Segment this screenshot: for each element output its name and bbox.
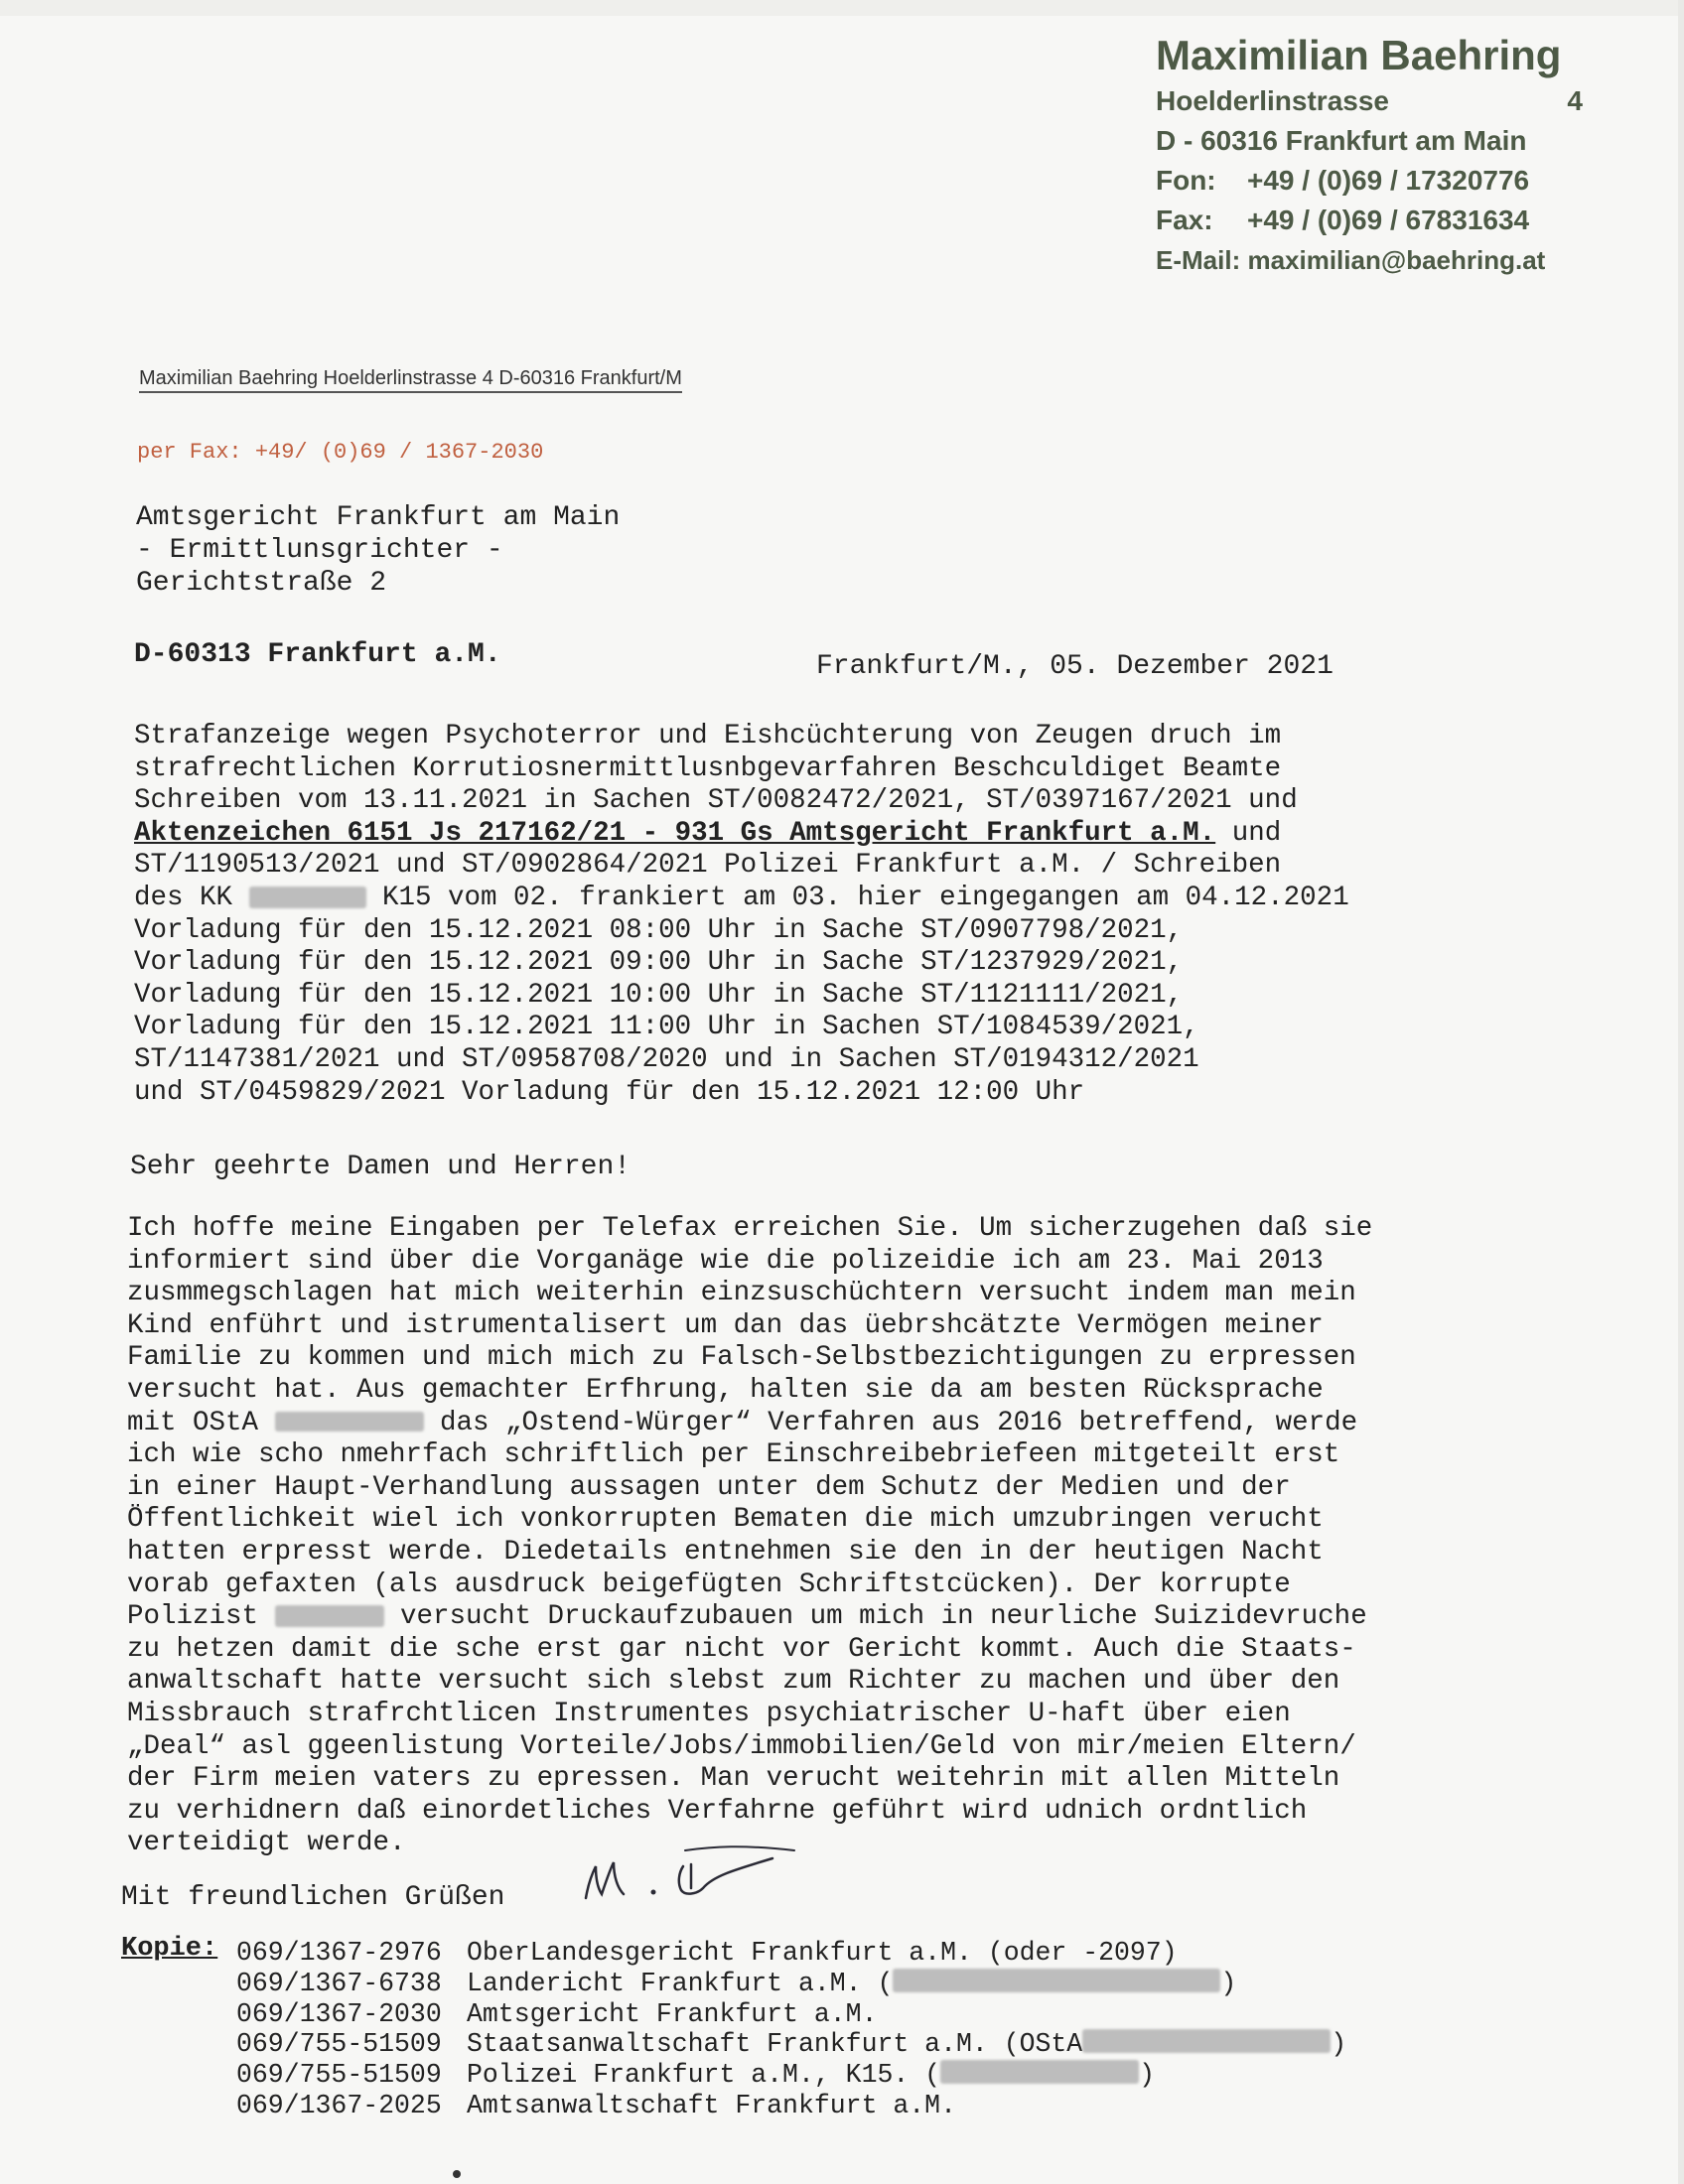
- subject-line: Schreiben vom 13.11.2021 in Sachen ST/0082472/2021, ST/0397167/2021 und: [134, 785, 1298, 817]
- body-line: Ich hoffe meine Eingaben per Telefax erreichen Sie. Um sicherzugehen daß sie: [127, 1213, 1373, 1244]
- letterhead-house-number: 4: [1567, 85, 1583, 116]
- subject-line: und ST/0459829/2021 Vorladung für den 15.12.2021 12:00 Uhr: [134, 1076, 1085, 1108]
- subject-line: Strafanzeige wegen Psychoterror und Eishcüchterung von Zeugen druch im: [134, 721, 1282, 751]
- redaction-block: [1082, 2029, 1331, 2053]
- letter-body: [127, 1213, 1477, 1860]
- copy-fax-number: 069/755-51509: [236, 2060, 442, 2091]
- body-line: zu verhidnern daß einordetliches Verfahrne geführt wird udnich ordntlich: [127, 1795, 1308, 1827]
- scan-speck: [453, 2170, 461, 2178]
- redaction-block: [249, 887, 366, 908]
- body-line-part: mit OStA: [127, 1407, 275, 1438]
- letterhead: [1156, 30, 1583, 280]
- copy-fax-number: 069/1367-2976: [236, 1938, 442, 1968]
- subject-line: [134, 818, 1474, 851]
- copy-fax-number: 069/1367-6738: [236, 1968, 442, 1998]
- copy-recipient-suffix: ): [1220, 1968, 1237, 1998]
- fax-recipient-line: per Fax: +49/ (0)69 / 1367-2030: [137, 440, 544, 465]
- copy-row: [236, 1999, 1346, 2030]
- body-line: „Deal“ asl ggeenlistung Vorteile/Jobs/immobilien/Geld von mir/meien Eltern/: [127, 1730, 1356, 1762]
- salutation: Sehr geehrte Damen und Herren!: [130, 1152, 632, 1182]
- handwritten-signature: [574, 1837, 802, 1916]
- body-line: verteidigt werde.: [127, 1828, 406, 1859]
- copy-recipient: Amtsgericht Frankfurt a.M.: [467, 1998, 878, 2029]
- copy-label: Kopie:: [121, 1934, 218, 1964]
- copy-fax-number: 069/1367-2030: [236, 1998, 442, 2029]
- redaction-block: [275, 1605, 384, 1627]
- redaction-block: [275, 1412, 424, 1432]
- body-line-part: das „Ostend-Würger“ Verfahren aus 2016 betreffend, werde: [423, 1407, 1358, 1438]
- copy-recipient: Staatsanwaltschaft Frankfurt a.M. (OStA: [467, 2029, 1083, 2060]
- subject-line: [134, 883, 1474, 915]
- page-right-edge: [1678, 0, 1684, 2184]
- body-line: in einer Haupt-Verhandlung aussagen unter dem Schutz der Medien und der: [127, 1471, 1291, 1503]
- body-line: Missbrauch strafrchtlicen Instrumentes psychiatrischer U-haft über eien: [127, 1698, 1291, 1729]
- letterhead-phone: +49 / (0)69 / 17320776: [1247, 165, 1530, 196]
- copy-recipient-suffix: ): [1139, 2060, 1155, 2091]
- case-number: Aktenzeichen 6151 Js 217162/21 - 931 Gs Amtsgericht Frankfurt a.M.: [134, 817, 1216, 849]
- body-line: informiert sind über die Vorganäge wie die polizeidie ich am 23. Mai 2013: [127, 1245, 1324, 1277]
- letterhead-fax-label: Fax:: [1156, 205, 1213, 235]
- body-line-part: Polizist: [127, 1601, 275, 1633]
- copy-row: [236, 1969, 1346, 1999]
- letterhead-fax: +49 / (0)69 / 67831634: [1247, 205, 1530, 235]
- copy-row: [236, 2029, 1346, 2060]
- subject-line-rest: und: [1215, 817, 1282, 849]
- copy-recipient: Landericht Frankfurt a.M. (: [467, 1968, 894, 1998]
- letter-date: Frankfurt/M., 05. Dezember 2021: [816, 651, 1333, 682]
- subject-line-part: des KK: [134, 882, 249, 913]
- body-line: Kind enführt und istrumentalisert um dan das üebrshcätzte Vermögen meiner: [127, 1309, 1324, 1341]
- page-top-edge: [0, 0, 1684, 16]
- recipient-address: [136, 501, 620, 600]
- recipient-line-3: Gerichtstraße 2: [136, 568, 387, 599]
- letterhead-street-row: [1156, 81, 1583, 121]
- body-line: versucht hat. Aus gemachter Erfhrung, halten sie da am besten Rücksprache: [127, 1374, 1324, 1406]
- copy-row: [236, 2060, 1346, 2091]
- body-line: Öffentlichkeit wiel ich vonkorrupten Bematen die mich umzubringen verucht: [127, 1504, 1324, 1536]
- recipient-line-2: - Ermittlunsgrichter -: [136, 535, 503, 566]
- subject-block: [134, 721, 1474, 1109]
- copy-row: [236, 1938, 1346, 1969]
- subject-line: ST/1190513/2021 und ST/0902864/2021 Polizei Frankfurt a.M. / Schreiben: [134, 850, 1282, 882]
- letterhead-phone-row: [1156, 161, 1583, 201]
- closing-phrase: Mit freundlichen Grüßen: [121, 1882, 505, 1913]
- sender-return-line: Maximilian Baehring Hoelderlinstrasse 4 D-60316 Frankfurt/M: [139, 367, 682, 393]
- copy-recipient: OberLandesgericht Frankfurt a.M. (oder -2097): [467, 1938, 1178, 1968]
- subject-line: Vorladung für den 15.12.2021 09:00 Uhr in Sache ST/1237929/2021,: [134, 947, 1184, 979]
- subject-line: strafrechtlichen Korrutiosnermittlusnbgevarfahren Beschculdiget Beamte: [134, 752, 1282, 784]
- copy-fax-number: 069/755-51509: [236, 2029, 442, 2060]
- letterhead-street: Hoelderlinstrasse: [1156, 85, 1389, 116]
- copy-recipient: Polizei Frankfurt a.M., K15. (: [467, 2060, 941, 2091]
- body-line: ich wie scho nmehrfach schriftlich per Einschreibebriefeen mitgeteilt erst: [127, 1439, 1340, 1471]
- letterhead-fax-row: [1156, 201, 1583, 240]
- letterhead-email: E-Mail: maximilian@baehring.at: [1156, 245, 1546, 275]
- body-line: vorab gefaxten (als ausdruck beigefügten Schriftstcücken). Der korrupte: [127, 1569, 1291, 1600]
- copy-row: [236, 2091, 1346, 2121]
- subject-line: ST/1147381/2021 und ST/0958708/2020 und in Sachen ST/0194312/2021: [134, 1043, 1199, 1075]
- subject-line-part: K15 vom 02. frankiert am 03. hier eingegangen am 04.12.2021: [365, 882, 1349, 913]
- body-line: anwaltschaft hatte versucht sich slebst zum Richter zu machen und über den: [127, 1666, 1340, 1698]
- subject-line: Vorladung für den 15.12.2021 08:00 Uhr in Sache ST/0907798/2021,: [134, 914, 1184, 946]
- subject-line: Vorladung für den 15.12.2021 11:00 Uhr in Sachen ST/1084539/2021,: [134, 1012, 1199, 1043]
- subject-line: Vorladung für den 15.12.2021 10:00 Uhr in Sache ST/1121111/2021,: [134, 979, 1184, 1011]
- body-line-part: versucht Druckaufzubauen um mich in neurliche Suizidevruche: [383, 1601, 1367, 1633]
- body-line: hatten erpresst werde. Diedetails entnehmen sie den in der heutigen Nacht: [127, 1536, 1324, 1568]
- body-line: [127, 1408, 1477, 1440]
- body-line: [127, 1601, 1477, 1634]
- copy-recipient-suffix: ): [1331, 2029, 1347, 2060]
- body-line: zusmmegschlagen hat mich weiterhin einzsuschüchtern versucht indem man mein: [127, 1278, 1356, 1309]
- copy-fax-number: 069/1367-2025: [236, 2090, 442, 2120]
- letterhead-phone-label: Fon:: [1156, 165, 1216, 196]
- letterhead-city: D - 60316 Frankfurt am Main: [1156, 125, 1527, 156]
- body-line: Familie zu kommen und mich mich zu Falsch-Selbstbezichtigungen zu erpressen: [127, 1342, 1356, 1374]
- recipient-city: D-60313 Frankfurt a.M.: [134, 639, 501, 670]
- letterhead-name: Maximilian Baehring: [1156, 32, 1562, 78]
- copy-recipient: Amtsanwaltschaft Frankfurt a.M.: [467, 2090, 956, 2120]
- copy-list: [236, 1938, 1346, 2121]
- redaction-block: [940, 2060, 1139, 2084]
- redaction-block: [893, 1969, 1220, 1992]
- body-line: zu hetzen damit die sche erst gar nicht vor Gericht kommt. Auch die Staats-: [127, 1633, 1356, 1665]
- recipient-line-1: Amtsgericht Frankfurt am Main: [136, 502, 621, 533]
- body-line: der Firm meien vaters zu epressen. Man verucht weitehrin mit allen Mitteln: [127, 1763, 1340, 1795]
